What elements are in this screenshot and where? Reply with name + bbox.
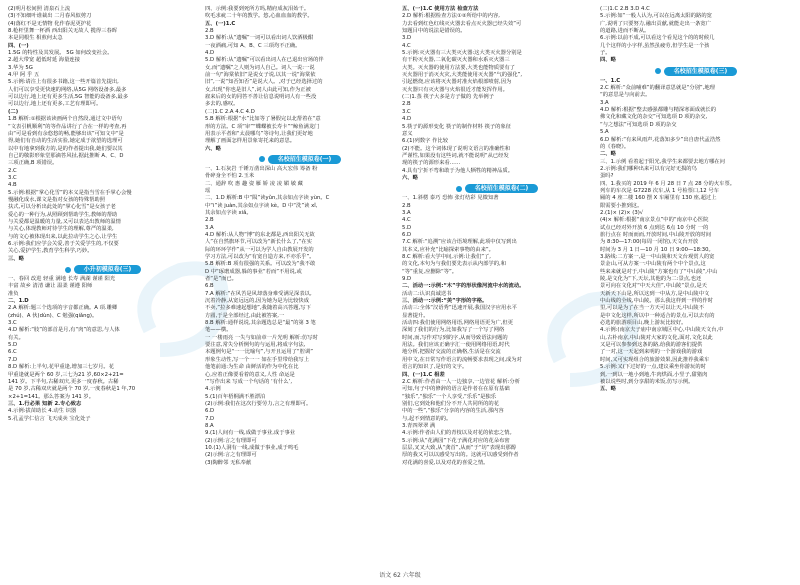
answer-line: 旧”,一说“知否知否”是说大人。,对于已经选择过的: [205, 79, 323, 86]
answer-line: 3.C: [402, 108, 411, 115]
answer-line: 8.A: [205, 422, 214, 429]
answer-line: 二、1.D 解析:B 中“陨”读yǔn,其余如点字读 yùn。C: [205, 195, 330, 202]
answer-line: 佛文化和藏文化的杂交”可知选项 D 项的杂交,: [600, 114, 708, 121]
answer-line: 与关爱都是温暖的力量,又可以表达出教师的温情: [8, 218, 121, 225]
answer-line: 爱心的一种行为,从照顾到帮助学生,教师的帮助: [8, 211, 118, 218]
answer-line: 本题例句是“一一比喻句”,与开且运用了“腔调”: [205, 349, 314, 356]
answer-line: 5.A: [600, 129, 609, 136]
answer-line: 4.甲 阿 乎 五: [8, 72, 40, 79]
answer-line: 7.A 解析:“在风苦是风却落身难受满足深表以,: [205, 290, 312, 297]
section-header-label: 小升初模拟卷(三): [74, 265, 142, 274]
section-line: (二): [8, 108, 19, 115]
answer-line: 语言的知识了,是好的文字。: [402, 364, 468, 371]
answer-line: 蛋吗?: [600, 173, 614, 180]
answer-line: 显著提升。: [402, 312, 429, 319]
answer-line: 可以边行,地上还有更多生活,5G 智能的设备多,最多: [8, 94, 129, 101]
answer-line: (zhú)、A 伙(dùn)、C 勉强(qiǎng)。: [8, 312, 98, 319]
answer-line: 4.B: [8, 182, 17, 189]
answer-line: 为 8:30—17:00(每周一闭馆),天文台开放: [600, 239, 699, 246]
answer-line: 有关。: [8, 334, 24, 341]
answer-line: 一、1.斜楞 泰巧 恐怖 张灯结彩 见微知著: [402, 195, 499, 202]
answer-line: 山,古朴南京,中山陵对大家的文化,面对,文化以此: [600, 334, 713, 341]
answer-line: 7.D: [205, 415, 215, 422]
answer-line: 准负: [8, 290, 19, 297]
footer-label: 语文 62 六年级: [379, 572, 421, 579]
answer-line: 与关心,体现教师对待学生的理解,尊严的温柔,: [8, 226, 114, 233]
answer-line: 别们,它到处和他们分不开人共同所的的花: [402, 400, 500, 407]
answer-line: 人”在自然旗环节,可以改为“新长什么了,“在实: [205, 239, 312, 246]
answer-line: 厢的 4 座二楼 160 摆 X 车厢里有 130 座,超过上: [600, 195, 717, 202]
answer-line: 5.(1)百年梧桐满不胜漂泊: [205, 393, 266, 400]
answer-line: 可以边行,地上还有更多,工艺有理即可。: [8, 101, 102, 108]
section-line: 四、(一)1.C 相差: [402, 371, 445, 378]
answer-line: 用表示平者和“太晨哪鸟”等诗句,让我们更好地: [205, 130, 313, 137]
answer-line: 其本义,应补充“比喻探索事物的由来”。: [402, 246, 494, 253]
answer-line: 吹毛求疵二十年的教学。悠,心血血血的教学。: [205, 13, 313, 20]
answer-line: 是 70 岁,古稀双庆就是两个 70 岁,一度春秋是1 年,70: [8, 386, 136, 393]
answer-line: (二)1.C 2.B 3.D 4.C: [600, 6, 650, 12]
answer-line: 些来来就是对于,中山陵“方案也有了“中山陵”,中山: [600, 268, 718, 275]
answer-line: 5.示例:请注上有很多书籍,这一些开篇首先提出,: [8, 79, 119, 86]
answer-line: 其余如点字读 xiǎ。: [205, 209, 252, 216]
answer-line: 2.示例:我们哪种出来可以有完好无损的鸟: [600, 165, 697, 172]
answer-line: 5.示例:如“一般人认为,可以在远离太阳的路的宽: [600, 13, 712, 20]
answer-line: 4.C: [402, 42, 411, 49]
answer-line: 3.A: [600, 99, 609, 106]
answer-line: 与,起不到情意的的。: [402, 415, 452, 422]
answer-column-3: [402, 6, 592, 467]
answer-line: 6.C: [8, 349, 17, 356]
section-header: [600, 67, 792, 76]
answer-line: 4.D 解析:从人物“博”的东北都是,西出阳关无故: [205, 231, 315, 238]
answer-line: 5.孔孟学仁信言 飞天成卖 宝化处子: [8, 415, 91, 422]
answer-line: 2.C: [8, 167, 17, 174]
answer-line: 8.D 解析:上半句,花甲重逢,增加三七岁月。花: [8, 364, 115, 371]
answer-line: ×2+1=141。那么答案为 141 岁。: [8, 393, 95, 400]
answer-line: 他笔前通:为生命 由鲜活的作为中化在比: [205, 364, 299, 371]
answer-line: 要注意,常失分析例句的与运用,将成字句法,: [205, 342, 306, 349]
answer-line: 沉着冷静,从宽远远的,因为她为是为比较快成: [205, 298, 310, 305]
answer-line: 雇来后的女的同答不善让信息说明词人有一些没: [205, 94, 317, 101]
answer-line: 慢融化成水,课文是指对女孩的特殊帮助照: [8, 196, 106, 203]
answer-line: 5.D 解析:从“遗嘱”可以看出词人在已退出官场的伴: [205, 57, 324, 64]
section-line: 三、1.行必果 知新 2.专心致志: [8, 400, 82, 407]
answer-line: 9.(1)人间有一线,成做于事业,成于事业: [205, 430, 296, 437]
answer-line: 5.D: [8, 342, 18, 349]
answer-line: 三、1.示例 看着起于阳光,我学生来都要去地方哪在问: [600, 158, 725, 165]
answer-line: 者“是”而已。: [205, 276, 237, 283]
answer-line: 几个这样的小字样,虽然虽疲劳,但学生是一个孩: [600, 42, 710, 49]
answer-line: 际的环环学作”从一可以为学人自由教展开发的: [205, 246, 314, 253]
answer-line: 4.D: [205, 50, 215, 57]
answer-line: 2.D 解析:根据检查方法①②所给中的内容,: [402, 13, 500, 20]
answer-line: 3.A: [402, 209, 411, 216]
answer-line: 4.示例:(南京夫子庙中南京城区中心,中山陵天文台,中: [600, 327, 724, 334]
answer-line: 中“i”读 juàn,其余如点字读 kè。D 中“洗”读 xǐ,: [205, 202, 318, 209]
answer-line: 3.C: [8, 174, 17, 181]
answer-line: “独乐”,“独乐”一个人享受,“乐乐”是独乐: [402, 393, 496, 400]
answer-line: 对花满的喜爱,以及对花的喜爱之情。: [402, 459, 489, 466]
answer-line: 活动四:我们使用网络用语,网络用语更为广,但更: [402, 320, 514, 327]
answer-line: 又是可以参参到这条的路,给我的游客们提供: [600, 342, 703, 349]
answer-line: 一夜酒痛,可知 A、B、C 三项均不正确。: [205, 42, 301, 49]
answer-line: 4.示例:作者由人们的青枝以及对花的依恋之情。: [402, 430, 515, 437]
section-line: 三、活动一:示例:“美”字形的字格。: [402, 298, 488, 305]
section-line: 二、略: [600, 151, 616, 158]
answer-line: 一 一楼雨亮 一失与如前章一片光明 解析:仿写时: [205, 334, 318, 341]
answer-line: 9.D: [402, 276, 412, 283]
answer-line: (3)陶醉邻 无私奉献: [205, 459, 252, 466]
answer-line: (2)明月松间照 清泉石上流: [8, 6, 71, 12]
answer-line: 是中文化这样,所以中一种适合的景点,可以去有的: [600, 312, 715, 319]
header-dot-icon: [259, 156, 265, 162]
answer-line: 6.D 解析:“有来风雨声,花落知多少”出自唐代孟浩然: [600, 136, 721, 143]
answer-line: 地分析,把握好交流的正确格,生活是在交流: [402, 349, 501, 356]
answer-line: 4.D 解析:“肢”的部首是月,有“肉”的意思,与人体: [8, 327, 120, 334]
section-header-label: 名校招生模拟卷(一): [268, 155, 342, 164]
answer-line: 8.C 解析:看大学中间,示例:让我们”了,: [402, 254, 491, 260]
answer-line: 限需要小推到这。: [600, 202, 643, 209]
answer-line: 不卖,”拉多难速起想地”,我随着高兴答题,写下: [205, 305, 311, 312]
answer-line: 人们可以享受更快速的网络,从5G 网络设备多,最多: [8, 86, 127, 93]
answer-line: 141 岁。下半句,古稀双庆,更多一度春秋。古稀: [8, 378, 119, 385]
answer-line: 由“可是看到有余悠悠的畅,能够出该”可知文中“是: [8, 130, 124, 137]
answer-line: 时间为 3 月 1 日—10 月 10 日 9:00—18:30。: [600, 246, 714, 253]
answer-line: 3.路线:二方案一,是一中山陵和天文台观赏人的宽: [600, 254, 715, 260]
answer-line: 6.B: [205, 283, 214, 290]
answer-line: 时间,而,写作对写到的字,从而导致语法问题的: [402, 334, 508, 341]
answer-line: 心,应着正像要看着的意义,人性 命运是: [205, 371, 295, 378]
section-line: 六、略: [402, 174, 418, 181]
answer-line: 7.C 解析:“追溯”应该合语境理解,此项中仅写到出: [402, 239, 517, 246]
answer-line: 一、1.石灰岩 千锤万凿出深山 高大宏伟 筹备 粉: [205, 165, 318, 172]
answer-line: 4.D: [402, 116, 412, 123]
answer-column-1: [8, 6, 198, 423]
answer-line: (2)示例:我们在这次行要劳力,言之有理即可。: [205, 400, 312, 407]
answer-line: 4.示例:拔苗助长 4.动生 识器: [8, 408, 77, 415]
section-line: 四、(一): [8, 42, 29, 49]
answer-line: 4.D 解析:根据“整去感强都雕与精深寒面成就长的: [600, 107, 716, 114]
answer-line: 景金山,可从方案一:中山陵有两个中个景点,这: [600, 261, 706, 268]
answer-line: 2.A 解析:题三个选项的字音都正确。A 项.雕卿: [8, 305, 118, 312]
answer-line: 大类。灭火器的使用方法要,大类也能物质要有了: [402, 64, 515, 71]
answer-line: 知题目中的说法是错误的。: [402, 28, 466, 35]
answer-line: 陵,是文化为“下,天坛,其他的为二:景点,也还: [600, 276, 702, 283]
answer-line: 5.示例:从“花满园”下花子满花对应的花朵布密: [402, 437, 510, 444]
answer-line: 力去看到红色红线灭火器去看点灭火器已经失效”可: [402, 20, 522, 27]
answer-line: 扶式,可以分析出此处的“掌心化雪”是女孩子老: [8, 204, 116, 211]
answer-line: 2.超大带宽 超低时延 海量连接: [8, 57, 80, 64]
answer-line: 深刻了我们的行为,比如我写了一个写了网络: [402, 327, 505, 334]
answer-line: “的意思是与向前去。: [600, 92, 651, 99]
answer-line: 1.B 解析:①根据该读画两个自然段,通过文中语句: [8, 116, 122, 123]
answer-line: 骨碎身全不怕 2.玉米: [205, 173, 255, 180]
section-header: [8, 265, 198, 274]
answer-line: 方圆,于是全部经过,由此被答案,一: [205, 312, 285, 319]
answer-line: 里,可以是为了在当一方天可以让天,中山陵不: [600, 305, 705, 312]
answer-line: 2.B: [402, 101, 411, 108]
answer-line: 6.D: [402, 231, 412, 238]
section-line: 五、(一)1.C 使用方法 检查方法: [402, 6, 479, 12]
answer-line: 广,说明了只要努力,融出贡献,就能走出一条宽广: [600, 20, 711, 27]
answer-line: 丰富 故乡 清清 谦让 温柔 谨遵 阳师: [8, 283, 93, 290]
answer-line: (二)1.C 2.A 4.C 4.D: [205, 108, 255, 115]
answer-line: 本是同根生 相煎何太急: [8, 35, 63, 42]
answer-line: 2.B: [402, 202, 411, 209]
answer-line: 的《春晓》。: [600, 143, 630, 150]
answer-line: 二、通辞 吹 惠 趣 姿 雁 娇 凌 凌 媚 敏 藏: [205, 180, 303, 187]
answer-line: 10.(1)人洞有一线,成做于事业,成于鸣毛: [205, 444, 299, 451]
answer-line: 活动三:全体“汉语秀”迅速开展,我国汉字应用水平: [402, 305, 517, 312]
answer-line: 3.C: [8, 320, 17, 327]
answer-line: (二)1.蒸 筷子大多是方子做的 先举例子: [402, 94, 495, 101]
answer-line: 子。: [600, 50, 611, 57]
answer-line: 自己的敬影形象堂那滴答风扯,据此推断 A、C、D: [8, 152, 124, 159]
answer-line: 瑶: [205, 187, 211, 194]
answer-line: 必选的旅游项目山,晚上游玩比较好。: [600, 320, 687, 327]
answer-line: 意义: [402, 130, 413, 137]
header-dot-icon: [65, 267, 71, 273]
answer-column-2: [205, 6, 395, 467]
section-header: [402, 184, 592, 193]
answer-line: 与的文心被体现出来,以此拉动学生之心,让学生: [8, 233, 118, 240]
header-dot-icon: [655, 68, 661, 74]
answer-line: 层层,叉叉大致,从“龚首”,从而“于“坊”表现出那醇: [402, 444, 517, 451]
section-line: 一、1.C: [600, 77, 621, 84]
answer-line: (3)不知细叶谁裁出 二月春风似剪刀: [8, 13, 92, 20]
answer-line: 5.示例:灭火器有三大类灭火器:这大类灭火器分别是: [402, 50, 522, 57]
section-header-label: 名校招生模拟卷(三): [664, 67, 738, 76]
answer-line: 试点已经对外开放 6 点到达 6点 10 分时 一的: [600, 224, 709, 231]
answer-line: 的文化,本句为与我们要先表示从内部学的,和: [402, 261, 507, 268]
answer-line: 甲重逢就是两个 60 岁,三七为21 岁,60×2+21=: [8, 371, 124, 378]
answer-line: 4.示例: [205, 386, 221, 393]
answer-line: 3.华为 5G: [8, 64, 33, 71]
answer-line: 女,而“遗嘱”之人则为词人自己。词人一说:一说: [205, 64, 315, 71]
answer-line: 4.具有宁折不弯和敢于为他人牺牲的精神品质。: [402, 167, 513, 174]
answer-column-4: [600, 6, 792, 394]
answer-line: 严谨性,如果没有这些词,就不能说明“从已经发: [402, 152, 509, 159]
section-line: 五、略: [600, 386, 616, 393]
answer-line: (4)× 解析:根据“南京景点”中的“南京中心医院: [600, 217, 709, 224]
answer-line: (2)不能。这个词体现了说明文语言的准确性和: [402, 145, 511, 152]
answer-line: 的道路,进而不断从。: [600, 28, 650, 35]
answer-line: 5.D: [402, 224, 412, 231]
section-line: 六、略: [205, 145, 221, 152]
answer-line: 得,她们有自动的生活实验,她定成于欲望的选理可: [8, 138, 123, 145]
answer-line: 列车的车次是 G7228 次车,从 1 号检票口,12 号车: [600, 187, 719, 194]
answer-line: 2.C 解析:“众前哺难”的翻译意思就是“分别”,地理: [600, 85, 715, 92]
answer-line: 可知,句子中的修辞的语言是作者在在原有基础: [402, 386, 510, 393]
answer-line: 四、1.我买的 2019 年 6 月 28 日 7 点 28 分的火车票。: [600, 180, 736, 187]
page-footer: [0, 570, 800, 579]
answer-line: 天新天下山是,所以这到一中从方,是中山陵中文: [600, 290, 710, 297]
answer-line: “与之想法”可知选项 D 项的杂交: [600, 121, 677, 128]
section-header-label: 名校招生模拟卷(二): [465, 184, 539, 193]
answer-line: 厚的我又可以以感受写出的。这就可以感受到作者: [402, 452, 519, 459]
answer-line: 2.B: [205, 28, 214, 35]
answer-line: 理解了画面怎样用景象寄托来的意思。: [205, 138, 296, 145]
answer-line: (2)示例:言之有理即可: [205, 452, 257, 459]
section-line: 三、略: [8, 255, 24, 262]
answer-line: 中山线的全线,中山陵。那么我这样到一样的作时: [600, 298, 713, 305]
answer-line: “文表引帆顺利”的等作品讲行了合在一样的考查,再: [8, 123, 127, 130]
answer-line: 到,一到以一地小到地,牛肉烘面,小竖子,甜猪肉: [600, 371, 708, 378]
answer-line: 3.青四翠翠 满: [402, 422, 436, 429]
answer-line: 形的方法。C 项“审”“蝶蝶被长寿卡”“鲸鱼满龙门: [205, 123, 320, 130]
answer-line: 8.枪杆里舞一杯酒 西出阳关无故人 揽得三春晖: [8, 28, 118, 35]
answer-line: 5.B 解析:B 项有很强的关系。可以改为“我不敢: [205, 261, 316, 268]
answer-line: 1.5G 的特性及其发展。 5G 如何改变社会。: [8, 50, 113, 57]
answer-line: 灭火器只有灭火器与火焰很近才能发挥作用。: [402, 86, 508, 93]
answer-line: ‘”写作出来 写成一个句话的 ‘有什么’,: [205, 378, 293, 385]
answer-line: 2.B: [205, 217, 214, 224]
answer-line: 引起燃烧,应该将灭火器对准火焰根部喷射,因为: [402, 79, 512, 86]
answer-line: 笔——横。: [205, 327, 232, 334]
answer-line: 3.A: [205, 224, 214, 231]
answer-line: 前一句“海棠依旧”是说女子说,以其一说“海棠依: [205, 72, 316, 79]
answer-line: (2)示例:言之有理即可: [205, 437, 257, 444]
answer-line: 了一对,这一天起到来明的一个游戏我的游戏: [600, 349, 703, 356]
answer-line: 3.D: [402, 35, 412, 42]
answer-line: 景可向在文化对“中天大佳”,中山陵“景点,是天: [600, 283, 707, 290]
header-dot-icon: [456, 186, 462, 192]
answer-line: D 中“琢磨成器,躲的事业“若而”不用说,或: [205, 268, 302, 275]
answer-line: 中的一些”,“独乐”分享的内容的生活,那内容: [402, 408, 504, 415]
answer-line: 女,出现“你也是旧人”,词人由此可知,作为正被: [205, 86, 311, 93]
answer-line: 6.D: [205, 408, 215, 415]
answer-line: 4.C: [402, 217, 411, 224]
answer-line: 用法。我们应该正确字汇一使用网络用语,时代: [402, 342, 510, 349]
answer-line: 关心,爱护学生,教育学生科学,巧妙。: [8, 248, 93, 255]
answer-line: 四、示例:我要到死所方吗,精府成灰泪始干。: [205, 6, 310, 12]
answer-line: 灭火器用于消灭火灾,大类能使用灭火器“气的强化”,: [402, 72, 523, 79]
answer-line: 5.示例:根据“掌心化雪”的本义是指当雪在手掌心会慢: [8, 189, 132, 196]
section-line: 二、活动一:示例:“木”字的形状像河流中水的流动。: [402, 283, 525, 290]
answer-line: 5.B 解析:根据“水”比如等了暑假完以北帮着在“意: [205, 116, 321, 123]
section-line: 四、略: [600, 57, 616, 64]
answer-line: 2.(1)× (2)× (3)√: [600, 209, 644, 216]
answer-line: 三项正确,B 项错误。: [8, 160, 58, 167]
answer-line: 旅行点在 时而而而,开放时间,中山陵开放的时间: [600, 231, 711, 238]
answer-line: 用中文,在日常写作语言的流畅要求表现之间,成为对: [402, 356, 522, 363]
answer-line: 形象生动性,写一个一一 如在手里带给我写上: [205, 356, 310, 363]
section-line: 五、(一)1.C: [205, 20, 236, 27]
answer-line: 有干粉灭火器,二氧化碳灭火器和水系灭火器三: [402, 57, 510, 64]
answer-line: 7.D: [8, 356, 18, 363]
answer-line: 学习方法,可以改为“有宽自造方来,不亦乐乎”。: [205, 254, 315, 260]
answer-line: 被以说些时,到分享甜的米饭,仿写示例。: [600, 378, 694, 385]
answer-line: 8.B 解析:通样说说,其余题选总是“最”的第 3 笔: [205, 320, 316, 327]
answer-line: 时间,又可实现组合的旅游效果,因此推荐我乘车: [600, 356, 710, 363]
answer-line: 活动二:认识真诚送书: [402, 290, 452, 297]
section-header: [205, 155, 395, 164]
answer-line: 6.示例:我们应学会关爱,善于关爱学生的,不仅要: [8, 241, 119, 247]
answer-line: 3.D 解析:从“遗嘱”一词可以看出词人饮酒极酣: [205, 35, 314, 42]
answer-line: 现的筷子的源形来看……: [402, 160, 461, 167]
answer-line: 6.(1)列数字 作比较: [402, 138, 449, 145]
answer-line: 5.筷子的源形变化 筷子的制作材料 筷子的象征: [402, 123, 512, 130]
answer-line: 5.示例:又(下过好的一点,建议乘坐你游玩的时: [600, 364, 706, 371]
answer-line: 以中有地拿到我方的,是的作者提出我,她们要以其: [8, 145, 123, 152]
answer-line: 6.示例:以前不成,可以看这个看见这个的的时候几: [600, 35, 715, 42]
answer-line: “等”重复,应删除“等”。: [402, 268, 458, 275]
answer-line: 2.C 解析:作者由一人一边独享,一边管花 解析:分析: [402, 378, 521, 385]
answer-line: 一、春回 改进 轻重 满地 长寿 满湖 谨谨 阳光: [8, 276, 116, 283]
answer-line: (4)落红不是无情物 化作春泥更护花: [8, 20, 92, 27]
answer-line: 多去的,感叹。: [205, 101, 239, 108]
section-line: 二、1.D: [8, 298, 29, 305]
